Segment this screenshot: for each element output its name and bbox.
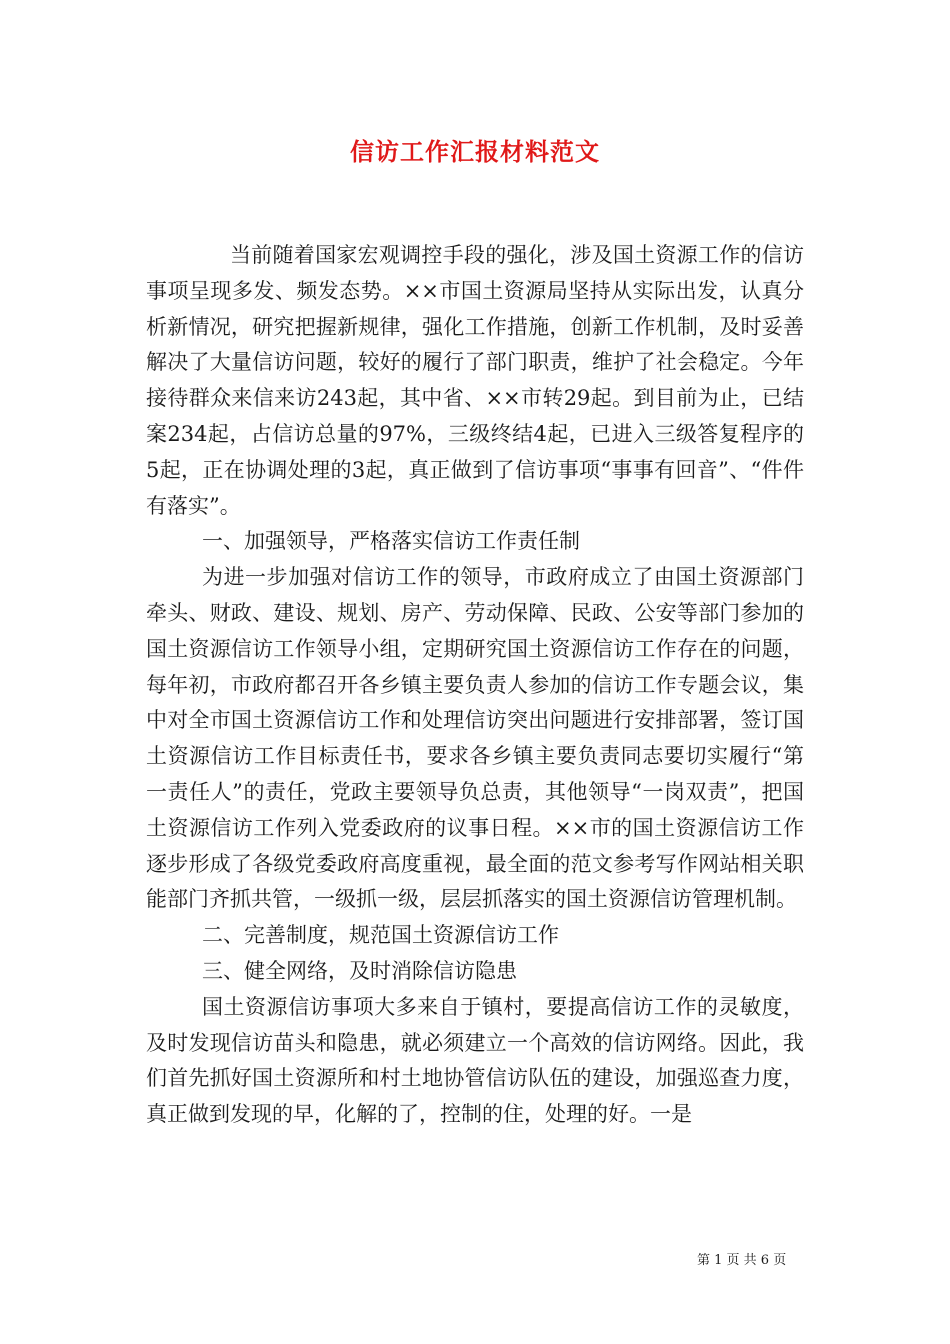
section-heading-3: 三、健全网络，及时消除信访隐患 xyxy=(202,958,517,983)
section-heading-1: 一、加强领导，严格落实信访工作责任制 xyxy=(202,529,580,554)
section-heading-2: 二、完善制度，规范国土资源信访工作 xyxy=(202,923,559,948)
document-title: 信访工作汇报材料范文 xyxy=(350,137,600,166)
document-body xyxy=(146,238,804,1133)
paragraph-section-1: 为进一步加强对信访工作的领导，市政府成立了由国土资源部门牵头、财政、建设、规划、房产、劳动保障、民政、公安等部门参加的国土资源信访工作领导小组，定期研究国土资源信访工作存在的问题，每年初，市政府都召开各乡镇主要负责人参加的信访工作专题会议，集中对全市国土资源信访工作和处理信访突出问题进行安排部署，签订国土资源信访工作目标责任书，要求各乡镇主要负责同志要切实履行“第一责任人”的责任，党政主要领导负总责，其他领导“一岗双责”，把国土资源信访工作列入党委政府的议事日程。××市的国土资源信访工作逐步形成了各级党委政府高度重视，最全面的范文参考写作网站相关职能部门齐抓共管，一级抓一级，层层抓落实的国土资源信访管理机制。 xyxy=(146,565,804,912)
paragraph-section-3: 国土资源信访事项大多来自于镇村，要提高信访工作的灵敏度，及时发现信访苗头和隐患，就必须建立一个高效的信访网络。因此，我们首先抓好国土资源所和村土地协管信访队伍的建设，加强巡查力度，真正做到发现的早，化解的了，控制的住，处理的好。一是 xyxy=(146,994,804,1127)
paragraph-intro: 当前随着国家宏观调控手段的强化，涉及国土资源工作的信访事项呈现多发、频发态势。××市国土资源局坚持从实际出发，认真分析新情况，研究把握新规律，强化工作措施，创新工作机制，及时妥善解决了大量信访问题，较好的履行了部门职责，维护了社会稳定。今年接待群众来信来访243起，其中省、××市转29起。到目前为止，已结案234起，占信访总量的97%，三级终结4起，已进入三级答复程序的5起，正在协调处理的3起，真正做到了信访事项“事事有回音”、“件件有落实”。 xyxy=(146,243,804,518)
page-number: 第 1 页 共 6 页 xyxy=(697,1253,787,1268)
